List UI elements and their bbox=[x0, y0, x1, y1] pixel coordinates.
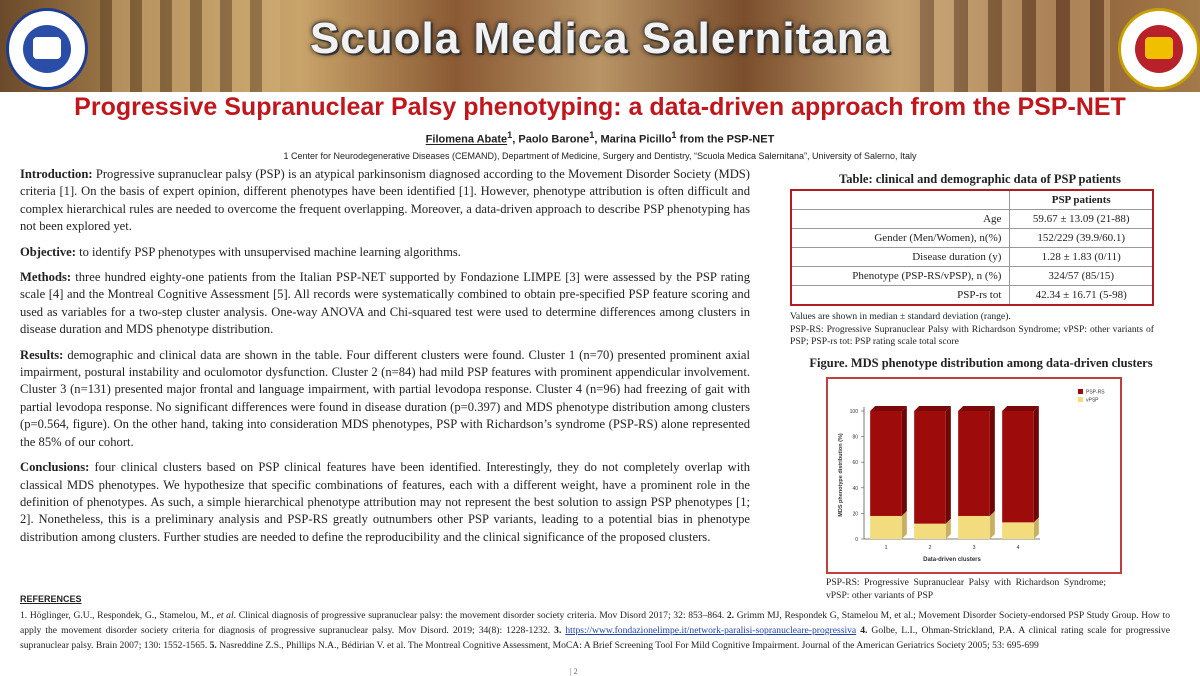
section-heading: Introduction: bbox=[20, 167, 93, 181]
affiliation-marker: 1 bbox=[507, 130, 513, 140]
table-row bbox=[791, 286, 1153, 306]
bar-side-psp-rs bbox=[946, 406, 951, 524]
cemand-logo bbox=[6, 8, 88, 90]
row-label: Disease duration (y) bbox=[791, 248, 1010, 267]
row-value: 42.34 ± 16.71 (5-98) bbox=[1010, 286, 1153, 306]
reference-link[interactable]: https://www.fondazionelimpe.it/network-paralisi-sopranucleare-progressiva bbox=[565, 625, 857, 636]
author-name: , Paolo Barone bbox=[512, 133, 590, 146]
y-axis-label: MDS phenotype distribution (%) bbox=[838, 433, 844, 517]
section-heading: Conclusions: bbox=[20, 460, 90, 475]
legend-swatch bbox=[1078, 389, 1083, 394]
table-note bbox=[790, 311, 1154, 349]
reference-number: 5. bbox=[209, 640, 217, 651]
affiliation-marker: 1 bbox=[671, 130, 677, 140]
affiliation: 1 Center for Neurodegenerative Diseases (CEMAND), Department of Medicine, Surgery and Dentistry, “Scuola Medica Salernitana”, University of Salerno, Italy bbox=[283, 151, 917, 161]
row-value: 1.28 ± 1.83 (0/11) bbox=[1010, 248, 1153, 267]
bar-side-psp-rs bbox=[1034, 406, 1039, 522]
section-body: Progressive supranuclear palsy (PSP) is an atypical parkinsonism diagnosed according to the Movement Disorder Society (MDS) criteria [1]. On the basis of expert opinion, different phenotypes have been identified [1]. However, phenotype attribution is often difficult and complex hierarchical rules are needed to overcome the frequent overlapping. Moreover, a data-driven approach to describe PSP phenotyping has not been explored yet. bbox=[20, 167, 750, 234]
author-list bbox=[0, 130, 1200, 146]
bar-top-psp-rs bbox=[870, 406, 907, 411]
reference-text: 1. Höglinger, G.U., Respondek, G., Stamelou, M., bbox=[20, 610, 217, 621]
reference-number: 4. bbox=[856, 625, 868, 636]
table-row bbox=[791, 229, 1153, 248]
x-tick-label: 2 bbox=[928, 545, 932, 551]
section-heading: Methods: bbox=[20, 270, 72, 285]
reference-text: Grimm MJ, Respondek G, Stamelou M, et al.; Movement Disorder Society-endorsed PSP Study Group. How to apply the movement disorder society criteria for diagnosis of progressive supranuclear palsy. Mov Disord. 2019; 34(8): 1228-1232. bbox=[20, 610, 1170, 636]
author-group: from the PSP-NET bbox=[679, 133, 775, 146]
references-heading: REFERENCES bbox=[20, 594, 82, 604]
bar-side-psp-rs bbox=[990, 406, 995, 516]
results-section bbox=[20, 347, 750, 451]
y-tick-label: 40 bbox=[852, 485, 858, 492]
reference-text: Nasreddine Z.S., Phillips N.A., Bédirian V. et al. The Montreal Cognitive Assessment, MoCA: A Brief Screening Tool For Mild Cognitive Impairment. Journal of the American Geriatrics Society 2005; 53: 695-699 bbox=[216, 640, 1039, 651]
y-tick-label: 100 bbox=[849, 409, 858, 415]
banner-artwork bbox=[920, 0, 1110, 92]
clinical-data-table bbox=[790, 189, 1154, 306]
section-body: to identify PSP phenotypes with unsupervised machine learning algorithms. bbox=[75, 244, 461, 259]
bar-top-psp-rs bbox=[1002, 406, 1039, 411]
header-banner bbox=[0, 0, 1200, 92]
bar-psp-rs bbox=[1002, 411, 1034, 522]
legend-label: PSP-RS bbox=[1086, 389, 1105, 396]
legend-swatch bbox=[1078, 397, 1083, 402]
legend-label: vPSP bbox=[1086, 397, 1099, 404]
row-label: Age bbox=[791, 210, 1010, 229]
figure-frame bbox=[826, 377, 1122, 574]
reference-text: Golbe, L.I., Ohman-Strickland, P.A. A clinical rating scale for progressive supranuclear palsy. Brain 2007; 130: 1552-1565. bbox=[20, 625, 1170, 651]
bar-vpsp bbox=[958, 516, 990, 539]
table-row bbox=[791, 248, 1153, 267]
bar-vpsp bbox=[914, 524, 946, 539]
figure-title: Figure. MDS phenotype distribution among data-driven clusters bbox=[809, 356, 1153, 370]
university-seal bbox=[1118, 8, 1200, 90]
cemand-logo-ship bbox=[33, 37, 61, 59]
y-tick-label: 80 bbox=[852, 434, 858, 441]
bar-psp-rs bbox=[870, 411, 902, 516]
table-row bbox=[791, 210, 1153, 229]
row-value: 324/57 (85/15) bbox=[1010, 267, 1153, 286]
row-value: 59.67 ± 13.09 (21-88) bbox=[1010, 210, 1153, 229]
stacked-bar-chart bbox=[828, 379, 1120, 572]
table-corner-cell bbox=[791, 190, 1010, 210]
x-axis-label: Data-driven clusters bbox=[923, 557, 981, 563]
section-heading: Objective: bbox=[20, 244, 76, 259]
y-tick-label: 60 bbox=[852, 460, 858, 467]
row-label: PSP-rs tot bbox=[791, 286, 1010, 306]
y-tick-label: 0 bbox=[855, 537, 858, 543]
section-body: three hundred eighty-one patients from the Italian PSP-NET supported by Fondazione LIMPE [3] were assessed by the PSP rating scale [4] and the Montreal Cognitive Assessment [5]. All records were systematically combined to obtain pre-specified PSP feature scoring and used as variables for a two-step cluster analysis. One-way ANOVA and Chi-squared test were used to determine differences among clusters in disease duration and MDS phenotype distribution. bbox=[20, 270, 750, 337]
reference-text: . Clinical diagnosis of progressive supranuclear palsy: the movement disorder society criteria. Mov Disord 2017; 32: 853–864. bbox=[233, 610, 727, 621]
x-tick-label: 3 bbox=[972, 545, 976, 551]
x-tick-label: 4 bbox=[1016, 545, 1020, 551]
row-label: Gender (Men/Women), n(%) bbox=[791, 229, 1010, 248]
affiliation-marker: 1 bbox=[589, 130, 595, 140]
bar-vpsp bbox=[1002, 522, 1034, 539]
page-number: | 2 bbox=[570, 667, 578, 676]
author-name: Filomena Abate bbox=[425, 133, 508, 146]
objective-section bbox=[20, 244, 750, 261]
bar-psp-rs bbox=[958, 411, 990, 516]
section-body: demographic and clinical data are shown in the table. Four different clusters were found. Cluster 1 (n=70) presented prominent axial impairment, postural instability and oculomotor dysfunction. Cluster 2 (n=84) had mild PSP features with prominent appendicular involvement. Cluster 3 (n=131) presented major frontal and language impairment, with partial levodopa response. Cluster 4 (n=96) had freezing of gait with partial levodopa response. No significant differences were found in disease duration (p=0.397) and MDS phenotype distribution among clusters (p=0.564, figure). On the other hand, taking into consideration MDS phenotypes, PSP with Richardson’s syndrome (PSP-RS) alone represented the 85% of our cohort. bbox=[20, 347, 750, 449]
row-label: Phenotype (PSP-RS/vPSP), n (%) bbox=[791, 267, 1010, 286]
introduction-section bbox=[20, 166, 750, 236]
reference-number: 2. bbox=[726, 610, 735, 621]
reference-etal: et al bbox=[216, 610, 234, 621]
table-header-row bbox=[791, 190, 1153, 210]
table-title: Table: clinical and demographic data of PSP patients bbox=[839, 172, 1121, 186]
table-column-header: PSP patients bbox=[1010, 190, 1153, 210]
main-text-column bbox=[20, 166, 750, 554]
row-value: 152/229 (39.9/60.1) bbox=[1010, 229, 1153, 248]
section-body: four clinical clusters based on PSP clinical features have been identified. Interestingly, they do not completely overlap with classical MDS phenotypes. We hypothesize that specific combinations of features, each with a different weight, have a prominent role in the definition of phenotypes. As such, a simple hierarchical phenotype attribution may not represent the best solution to assign PSP phenotypes [1; 2]. Nonetheless, this is a preliminary analysis and PSP-RS greatly outnumbers other PSP variants, leading to a potential bias in phenotype distribution among clusters. Further studies are needed to define the reproducibility and the clinical significance of the proposed clusters. bbox=[20, 460, 750, 544]
table-note-line: Values are shown in median ± standard deviation (range). bbox=[790, 311, 1011, 322]
banner-artwork bbox=[100, 0, 280, 92]
y-tick-label: 20 bbox=[852, 511, 858, 518]
banner-title: Scuola Medica Salernitana bbox=[309, 14, 891, 63]
conclusions-section bbox=[20, 459, 750, 546]
bar-top-psp-rs bbox=[914, 406, 951, 411]
reference-number: 3. bbox=[554, 625, 562, 636]
bar-top-psp-rs bbox=[958, 406, 995, 411]
section-heading: Results: bbox=[20, 347, 64, 362]
bar-vpsp bbox=[870, 516, 902, 539]
table-row bbox=[791, 267, 1153, 286]
figure-note: PSP-RS: Progressive Supranuclear Palsy with Richardson Syndrome; vPSP: other variants of PSP bbox=[826, 577, 1106, 601]
x-tick-label: 1 bbox=[884, 545, 888, 551]
university-seal-shield bbox=[1145, 37, 1173, 59]
poster-title: Progressive Supranuclear Palsy phenotyping: a data-driven approach from the PSP-NET bbox=[74, 93, 1126, 121]
methods-section bbox=[20, 269, 750, 339]
bar-side-psp-rs bbox=[902, 406, 907, 516]
bar-psp-rs bbox=[914, 411, 946, 524]
references-list bbox=[20, 608, 1170, 653]
author-name: , Marina Picillo bbox=[594, 133, 672, 146]
table-note-line: PSP-RS: Progressive Supranuclear Palsy with Richardson Syndrome; vPSP: other variants of PSP; PSP-rs tot: PSP rating scale total score bbox=[790, 323, 1154, 347]
